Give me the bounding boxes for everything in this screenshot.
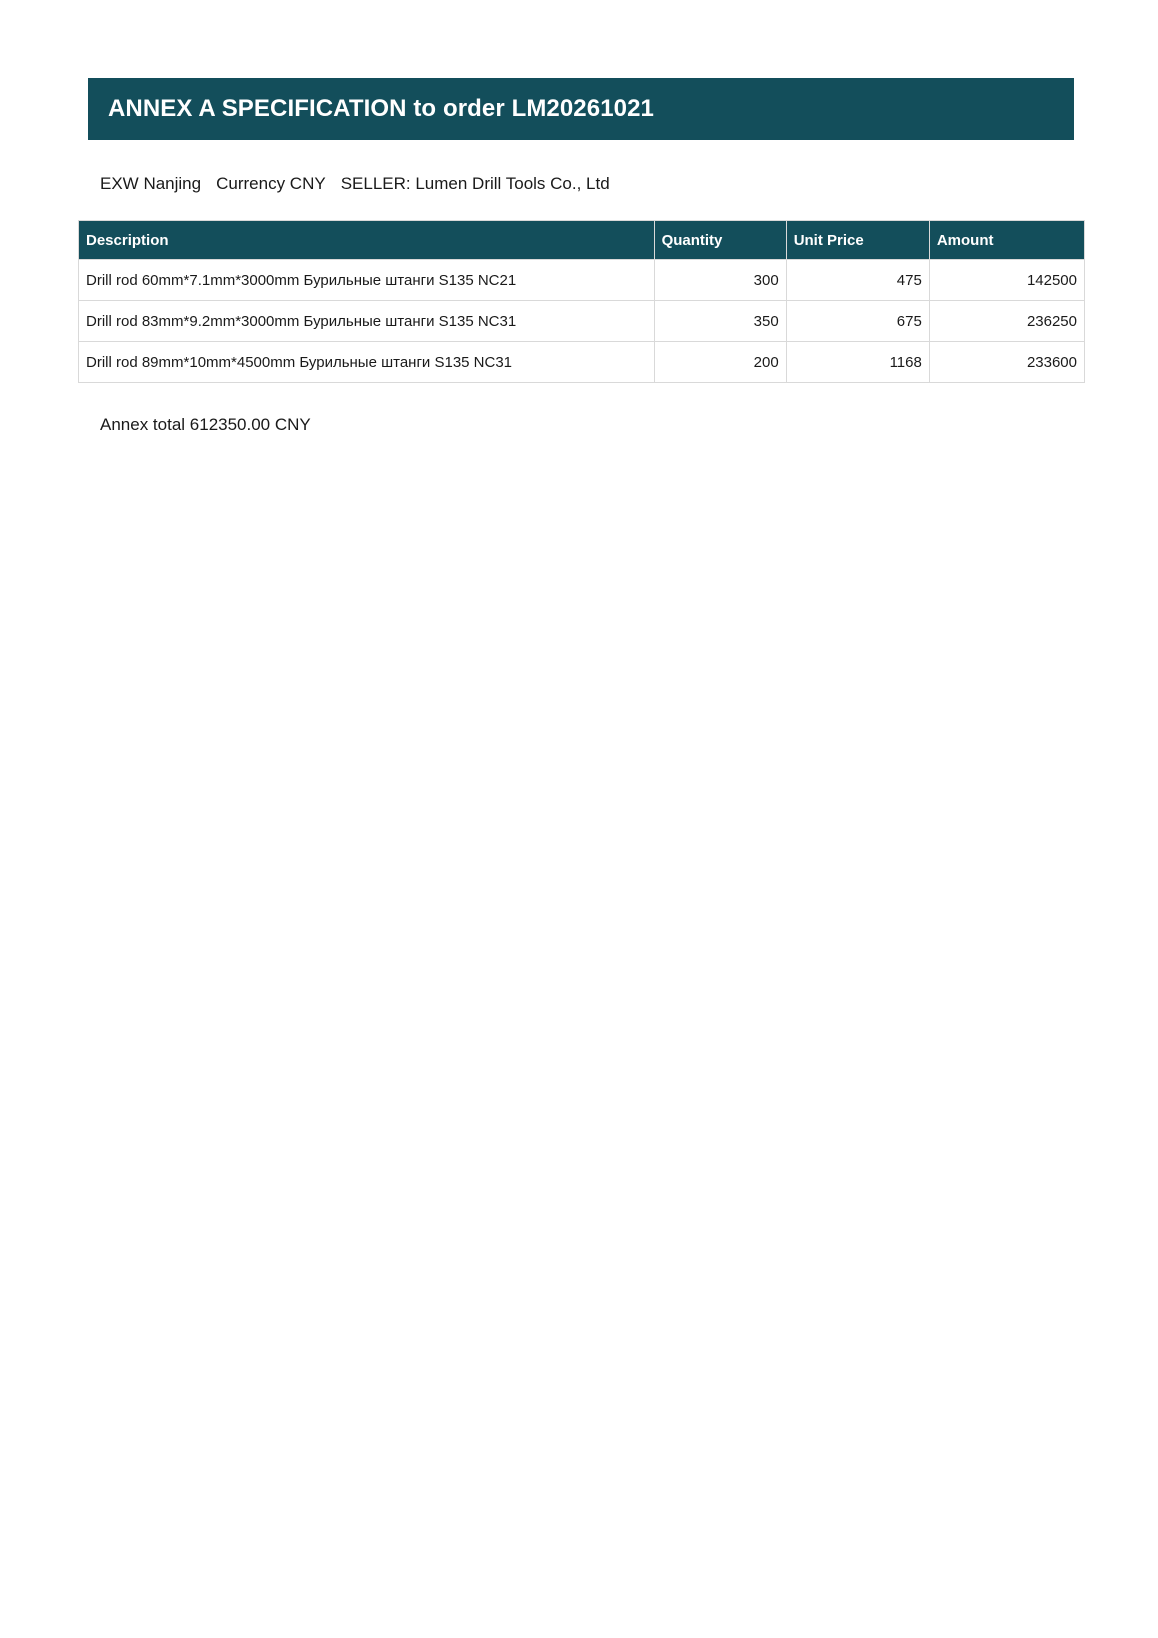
table-row: [79, 342, 1085, 383]
title-banner: [88, 78, 1074, 140]
table-row: [79, 260, 1085, 301]
incoterm-text: EXW Nanjing: [100, 174, 202, 193]
cell-description: Drill rod 83mm*9.2mm*3000mm Бурильные штанги S135 NC31: [79, 301, 655, 342]
cell-unit-price: 475: [786, 260, 929, 301]
column-header-quantity: Quantity: [654, 221, 786, 260]
cell-description: Drill rod 60mm*7.1mm*3000mm Бурильные штанги S135 NC21: [79, 260, 655, 301]
currency-text: Currency CNY: [216, 174, 326, 193]
document-title: ANNEX A SPECIFICATION to order LM20261021: [108, 95, 654, 122]
cell-quantity: 200: [654, 342, 786, 383]
cell-description: Drill rod 89mm*10mm*4500mm Бурильные штанги S135 NC31: [79, 342, 655, 383]
cell-amount: 236250: [929, 301, 1084, 342]
annex-total: Annex total 612350.00 CNY: [100, 415, 311, 434]
column-header-amount: Amount: [929, 221, 1084, 260]
cell-unit-price: 1168: [786, 342, 929, 383]
column-header-unit-price: Unit Price: [786, 221, 929, 260]
specification-table: [78, 220, 1085, 383]
cell-quantity: 350: [654, 301, 786, 342]
column-header-description: Description: [79, 221, 655, 260]
cell-amount: 142500: [929, 260, 1084, 301]
seller-text: SELLER: Lumen Drill Tools Co., Ltd: [340, 174, 610, 193]
cell-quantity: 300: [654, 260, 786, 301]
cell-unit-price: 675: [786, 301, 929, 342]
table-header-row: [79, 221, 1085, 260]
terms-line: [100, 174, 625, 194]
table-row: [79, 301, 1085, 342]
cell-amount: 233600: [929, 342, 1084, 383]
